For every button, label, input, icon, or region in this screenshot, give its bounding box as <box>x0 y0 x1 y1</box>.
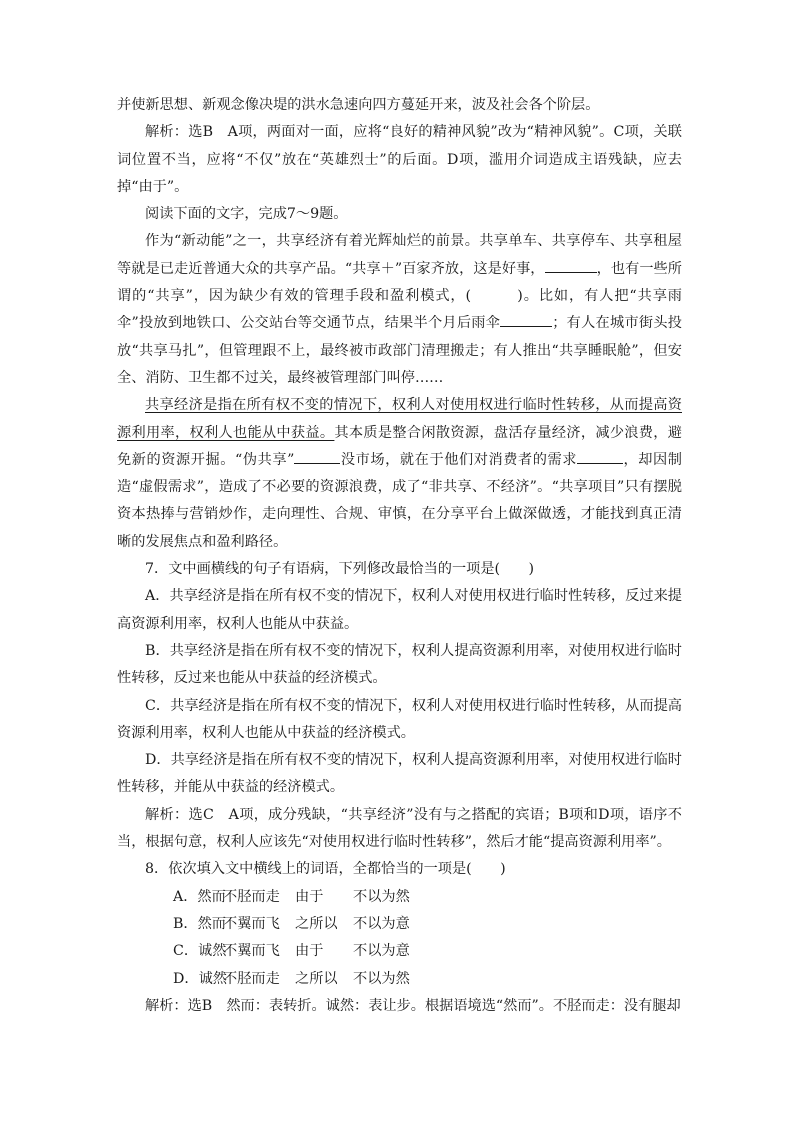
fill-blank <box>500 312 552 327</box>
option-word: A．然而 <box>173 888 226 905</box>
question-8-option-d <box>117 966 682 993</box>
reading-instruction: 阅读下面的文字，完成7～9题。 <box>145 206 348 223</box>
option-word: 不胫而走 <box>223 888 280 905</box>
fill-blank <box>577 449 623 464</box>
question-7-option-c: C．共享经济是指在所有权不变的情况下，权利人对使用权进行临时性转移，从而提高资源利用率，权利人也能从中获益的经济模式。 <box>117 697 682 741</box>
question-8-analysis: 解析：选B 然而：表转折。诚然：表让步。根据语境选“然而”。不胫而走：没有腿却 <box>145 997 681 1014</box>
option-word: 不胫而走 <box>223 970 280 987</box>
option-word: 不翼而飞 <box>223 943 280 960</box>
passage-text: 作为“新动能”之一，共享经济有着光辉灿烂的前景。共享单车、共享停车、共享租屋等就是已走近普通大众的共享产品。“共享＋”百家齐放，这是好事， <box>117 233 682 277</box>
question-8-stem: 8．依次填入文中横线上的词语，全都恰当的一项是( ) <box>145 861 506 878</box>
passage-text: 其本质是整合闲散资源，盘活存量经济，减少浪费，避免新的资源开掘。“伪共享” <box>117 424 682 468</box>
document-body <box>117 92 682 1020</box>
question-8-option-b <box>117 911 682 938</box>
option-word: C．诚然 <box>173 943 227 960</box>
option-word: D．诚然 <box>173 970 227 987</box>
question-7-option-b: B．共享经济是指在所有权不变的情况下，权利人提高资源利用率，对使用权进行临时性转移，反过来也能从中获益的经济模式。 <box>117 642 682 687</box>
text-line-continuation: 并使新思想、新观念像决堤的洪水急速向四方蔓延开来，波及社会各个阶层。 <box>117 97 600 113</box>
option-word: 不翼而飞 <box>223 915 280 932</box>
option-word: 由于 <box>295 943 324 960</box>
option-word: B．然而 <box>173 915 226 932</box>
question-7-stem: 7．文中画横线的句子有语病，下列修改最恰当的一项是( ) <box>145 561 534 578</box>
option-word: 之所以 <box>295 970 338 987</box>
question-7-option-d: D．共享经济是指在所有权不变的情况下，权利人提高资源利用率，对使用权进行临时性转移，并能从中获益的经济模式。 <box>117 752 682 796</box>
fill-blank <box>545 258 597 273</box>
fill-blank <box>294 449 340 464</box>
passage-text: ，也有一些所谓的“共享”，因为缺少有效的管理手段和盈利模式，( )。比如，有人把“共享雨伞”投放到地铁口、公交站台等交通节点，结果半个月后雨伞 <box>117 260 682 332</box>
passage-text: 没市场，就在于他们对消费者的需求 <box>340 451 577 468</box>
passage-text: ；有人在城市街头投放“共享马扎”，但管理跟不上，最终被市政部门清理搬走；有人推出“共享睡眠舱”，但安全、消防、卫生都不过关，最终被管理部门叫停…… <box>117 315 682 386</box>
option-word: 不以为意 <box>353 943 410 960</box>
question-7-option-a: A．共享经济是指在所有权不变的情况下，权利人对使用权进行临时性转移，反过来提高资源利用率，权利人也能从中获益。 <box>117 588 682 632</box>
question-8-option-c <box>117 938 682 965</box>
passage-text: ，却因制造“虚假需求”，造成了不必要的资源浪费，成了“非共享、不经济”。“共享项目”只有摆脱资本热捧与营销炒作，走向理性、合规、审慎，在分享平台上做深做透，才能找到真正清晰的发展焦点和盈利路径。 <box>117 451 682 550</box>
passage-paragraph-1 <box>117 228 682 392</box>
option-word: 不以为然 <box>353 888 410 905</box>
question-8-option-a <box>117 884 682 911</box>
underlined-sentence: 共享经济是指在所有权不变的情况下，权利人对使用权进行临时性转移，从而提高资源利用率，权利人也能从中获益。 <box>117 397 682 441</box>
option-word: 之所以 <box>295 915 338 932</box>
option-word: 不以为意 <box>353 915 410 932</box>
option-word: 由于 <box>295 888 324 905</box>
question-7-analysis: 解析：选C A项，成分残缺，“共享经济”没有与之搭配的宾语；B项和D项，语序不当，根据句意，权利人应该先“对使用权进行临时性转移”，然后才能“提高资源利用率”。 <box>117 806 682 851</box>
passage-paragraph-2 <box>117 392 682 556</box>
option-word: 不以为然 <box>353 970 410 987</box>
analysis-previous: 解析：选B A项，两面对一面，应将“良好的精神风貌”改为“精神风貌”。C项，关联词位置不当，应将“不仅”放在“英雄烈士”的后面。D项，滥用介词造成主语残缺，应去掉“由于”。 <box>117 124 682 195</box>
